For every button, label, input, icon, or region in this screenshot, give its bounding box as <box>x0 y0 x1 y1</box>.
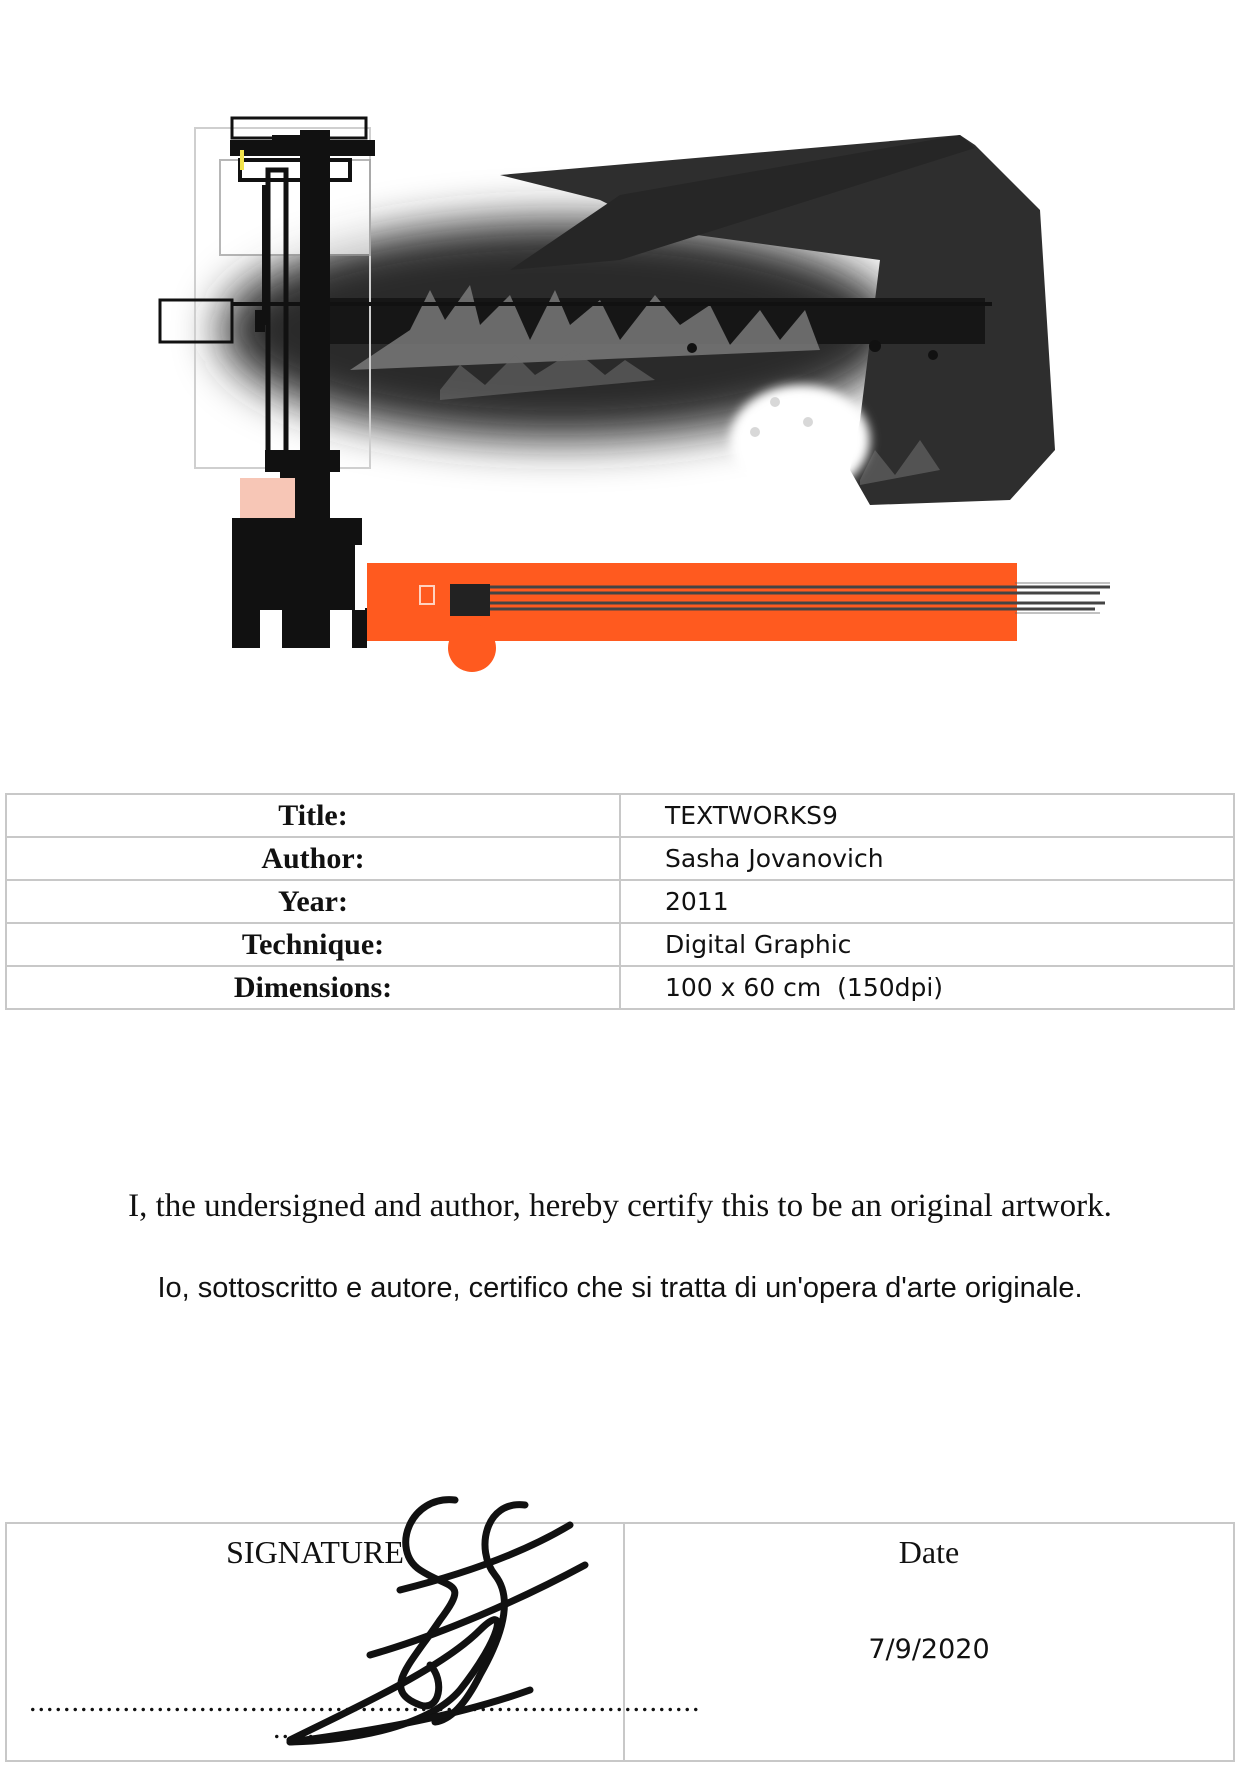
signature-line-tail: ......... <box>273 1712 350 1745</box>
artwork-orange-bar <box>367 563 1110 672</box>
year-label: Year: <box>6 880 620 923</box>
title-label: Title: <box>6 794 620 837</box>
author-value: Sasha Jovanovich <box>620 837 1234 880</box>
signature-label: SIGNATURE <box>226 1534 404 1570</box>
date-label: Date <box>898 1534 960 1570</box>
table-row <box>6 966 1234 1009</box>
title-value: TEXTWORKS9 <box>620 794 1234 837</box>
signature-line: ............................................................................... <box>29 1685 701 1718</box>
table-row <box>6 1523 1234 1761</box>
technique-value: Digital Graphic <box>620 923 1234 966</box>
author-label: Author: <box>6 837 620 880</box>
certification-italian: Io, sottoscritto e autore, certifico che si tratta di un'opera d'arte originale. <box>157 1272 1083 1304</box>
date-cell <box>624 1523 1234 1761</box>
table-row <box>6 880 1234 923</box>
signature-table <box>5 1522 1235 1762</box>
date-value: 7/9/2020 <box>868 1634 990 1665</box>
certification-english: I, the undersigned and author, hereby certify this to be an original artwork. <box>128 1188 1112 1224</box>
dimensions-value: 100 x 60 cm (150dpi) <box>620 966 1234 1009</box>
technique-label: Technique: <box>6 923 620 966</box>
artwork-info-table <box>5 793 1235 1010</box>
handwritten-signature <box>270 1490 610 1750</box>
table-row <box>6 794 1234 837</box>
table-row <box>6 923 1234 966</box>
dimensions-label: Dimensions: <box>6 966 620 1009</box>
artwork-image <box>0 0 1240 700</box>
year-value: 2011 <box>620 880 1234 923</box>
table-row <box>6 837 1234 880</box>
